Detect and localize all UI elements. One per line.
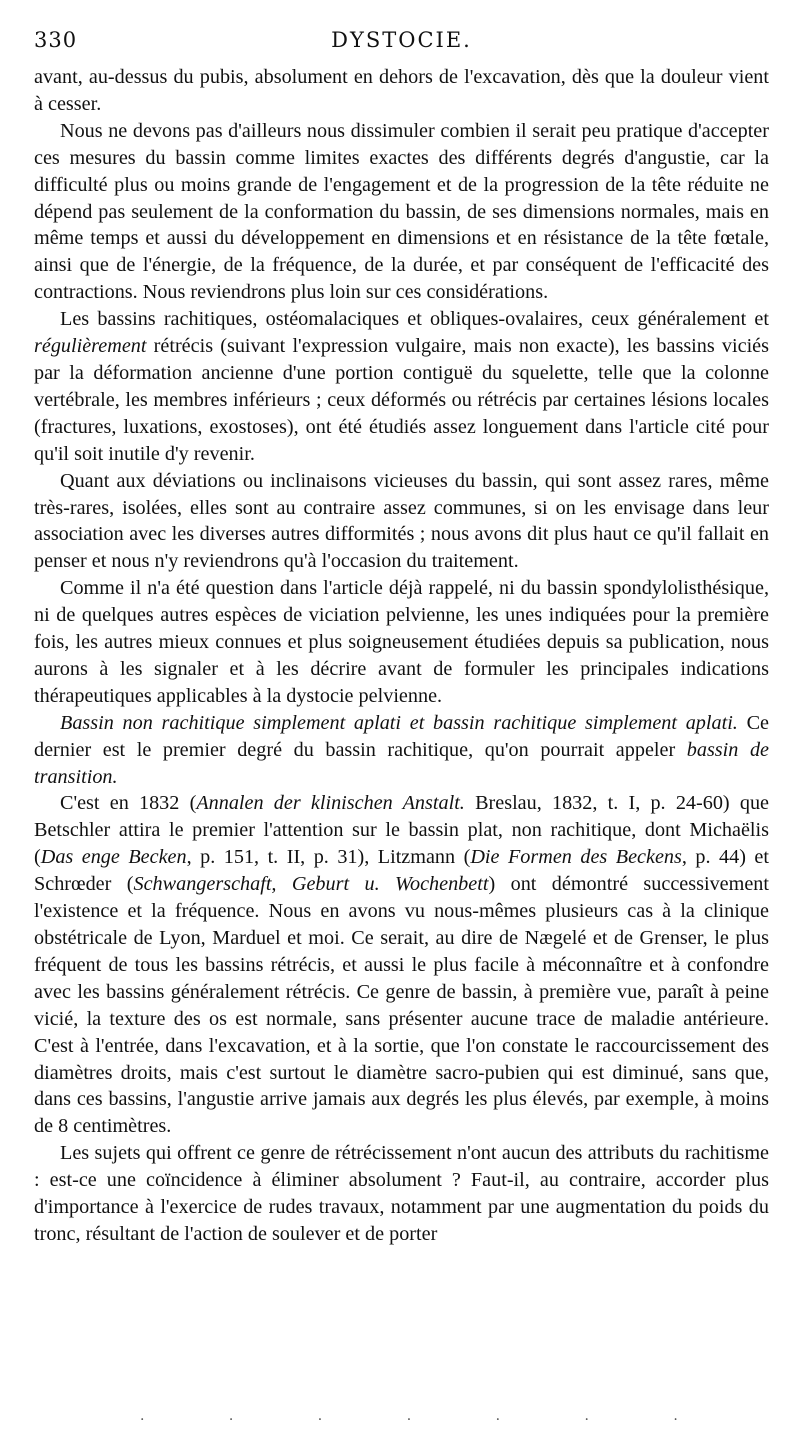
paragraph-7-part-c: Breslau, 1832, t. I, p. 24-60) que Betschler attira le premier l'attention sur le bassin plat, non rachitique, dont Michaëlis ( [34,792,769,869]
paragraph-7-part-e: , p. 151, t. II, p. 31), Litzmann ( [186,846,471,869]
paragraph-2: Nous ne devons pas d'ailleurs nous dissimuler combien il serait peu pratique d'accepter ces mesures du bassin comme limites exactes des différents degrés d'angustie, car la difficulté plus ou moins grande de l'engagement et de la progression de la tête réduite ne dépend pas seulement de la conformation du bassin, de ses dimensions normales, mais en même temps et aussi du développement en dimensions et en résistance de la tête fœtale, ainsi que de l'énergie, de la fréquence, de la durée, et par conséquent de l'efficacité des contractions. Nous reviendrons plus loin sur ces considérations. [34,119,769,304]
paragraph-6 [34,710,769,791]
page-header [34,28,769,58]
paragraph-4: Quant aux déviations ou inclinaisons vicieuses du bassin, qui sont assez rares, même très-rares, isolées, elles sont au contraire assez communes, si on les envisage dans leur association avec les diverses autres difformités ; nous avons dit plus haut ce qu'il fallait en penser et nous n'y reviendrons qu'à l'occasion du traitement. [34,469,769,573]
citation-schwangerschaft: Schwangerschaft, Geburt u. Wochenbett [133,873,489,896]
paragraph-7-part-a: C'est en 1832 ( [60,792,197,815]
citation-annalen: Annalen der klinischen Anstalt. [196,792,465,815]
page-number: 330 [34,28,78,52]
body-text [34,64,769,1248]
paragraph-3-part-c: rétrécis (suivant l'expression vulgaire, mais non exacte), les bassins viciés par la déformation ancienne d'une portion contiguë du squelette, telle que la colonne vertébrale, les membres inférieurs ; ceux déformés ou rétrécis par certaines lésions locales (fractures, luxations, exostoses), ont été étudiés assez longuement dans l'article cité pour qu'il soit inutile d'y revenir. [34,335,769,465]
paragraph-3-part-a: Les bassins rachitiques, ostéomalaciques et obliques-ovalaires, ceux généralement et [60,308,769,331]
paragraph-7 [34,790,769,1140]
paragraph-3 [34,306,769,467]
section-heading: Bassin non rachitique simplement aplati et bassin rachitique simplement aplati. [60,711,738,734]
citation-enge-becken: Das enge Becken [40,846,187,869]
paragraph-3-emphasis: régulièrement [34,335,147,358]
paragraph-5: Comme il n'a été question dans l'article déjà rappelé, ni du bassin spondylolisthésique, ni de quelques autres espèces de viciation pelvienne, les unes indiquées pour la première fois, les autres mieux connues et plus soigneusement étudiées depuis sa publication, nous aurons à les signaler et à les décrire avant de formuler les principales indications thérapeutiques applicables à la dystocie pelvienne. [34,577,769,707]
running-title: DYSTOCIE. [331,28,472,52]
paragraph-7-part-g: , p. 44) et Schrœder ( [34,846,769,896]
paragraph-6-part-a: Ce dernier est le premier degré du bassin rachitique, qu'on pourrait appeler [34,711,770,761]
paragraph-6-emphasis: bassin de transition. [34,738,769,788]
citation-formen-beckens: Die Formen des Beckens [470,846,682,869]
page-bottom-specks: · · · · · · · [140,1412,718,1428]
book-page [34,28,769,1248]
paragraph-7-part-i: ) ont démontré successivement l'existence et la fréquence. Nous en avons vu nous-mêmes plusieurs cas à la clinique obstétricale de Lyon, Marduel et moi. Ce serait, au dire de Nægelé et de Grenser, le plus fréquent de tous les bassins rétrécis, et aussi le plus facile à méconnaître et à confondre avec les bassins généralement rétrécis. Ce genre de bassin, à première vue, paraît à peine vicié, la texture des os est normale, sans présenter aucune trace de maladie antérieure. C'est à l'entrée, dans l'excavation, et à la sortie, que l'on constate le raccourcissement des diamètres droits, mais c'est surtout le diamètre sacro-pubien qui est diminué, sans que, dans ces bassins, l'angustie arrive jamais aux degrés les plus élevés, par exemple, à moins de 8 centimètres. [34,873,770,1138]
paragraph-8: Les sujets qui offrent ce genre de rétrécissement n'ont aucun des attributs du rachitisme : est-ce une coïncidence à éliminer absolument ? Faut-il, au contraire, accorder plus d'importance à l'exercice de rudes travaux, notamment par une augmentation du poids du tronc, résultant de l'action de soulever et de porter [34,1142,769,1245]
paragraph-1: avant, au-dessus du pubis, absolument en dehors de l'excavation, dès que la douleur vient à cesser. [34,66,769,115]
